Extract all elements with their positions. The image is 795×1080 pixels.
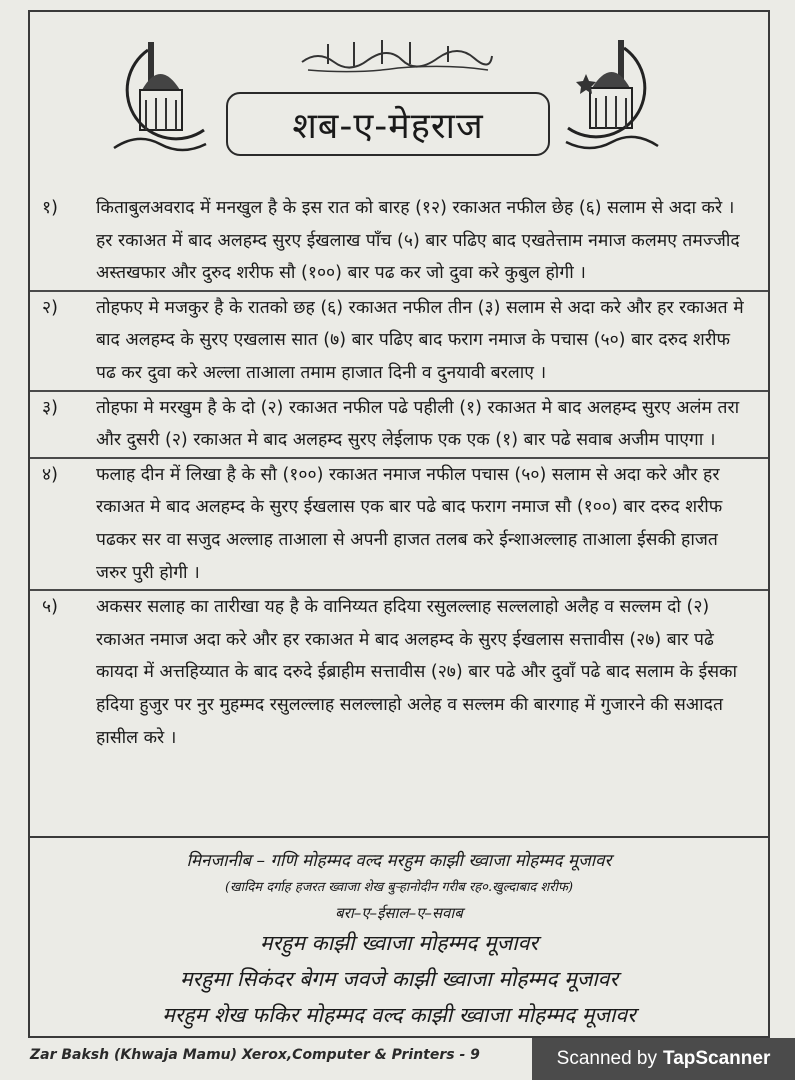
footer-divider (30, 836, 768, 838)
items-list (30, 192, 768, 754)
mosque-crescent-icon-right (560, 34, 664, 158)
printer-credit: Zar Baksh (Khwaja Mamu) Xerox,Computer & Printers - 9 (30, 1047, 480, 1063)
list-item (30, 589, 768, 754)
list-item (30, 192, 768, 290)
mosque-crescent-icon-left (108, 36, 212, 160)
footer-subtitle: (खादिम दर्गाह हजरत ख्वाजा शेख बुऱ्हानोदीन गरीब रह०.खुल्दाबाद शरीफ) (224, 880, 574, 895)
item-text: किताबुलअवराद में मनखुल है के इस रात को बारह (१२) रकाअत नफील छेह (६) सलाम से अदा करे । हर रकाअत में बाद अलहम्द सुरए ईखलाख पाँच (५) बार पढिए बाद एखतेत्ताम नमाज कलमए तमज्जीद अस्तखफार और दुरुद शरीफ सौ (१००) बार पढ कर जो दुवा करे कुबुल होगी । (96, 198, 740, 284)
footer (30, 842, 768, 1029)
item-text: तोहफए मे मजकुर है के रातको छह (६) रकाअत नफील तीन (३) सलाम से अदा करे और हर रकाअत मे बाद अलहम्द के सुरए एखलास सात (७) बार पढिए बाद फराग नमाज के पचास (५०) बार दरुद शरीफ पढ कर दुवा करे अल्ला ताआला तमाम हाजात दिनी व दुनयावी बरलाए । (96, 297, 744, 383)
footer-dedication-heading: बरा–ए–ईसाल–ए–सवाब (335, 904, 463, 922)
page-title: शब-ए-मेहराज (226, 92, 550, 156)
scanner-watermark (532, 1038, 795, 1080)
item-number: ४) (42, 464, 58, 485)
watermark-brand: TapScanner (663, 1048, 771, 1069)
item-text: अकसर सलाह का तारीखा यह है के वानिय्यत हदिया रसुलल्लाह सल्ललाहो अलैह व सल्लम दो (२) रकाअत नमाज अदा करे और हर रकाअत मे बाद अलहम्द के सुरए ईखलास सत्तावीस (२७) बार पढे कायदा में अत्तहिय्यात के बाद दरुदे ईब्राहीम सत्तावीस (२७) बार पढे और दुवाँ पढे बाद सलाम के ईसका हदिया हुजुर पर नुर मुहम्मद रसुलल्लाह सलल्लाहो अलेह व सल्लम की बारगाह में गुजारने की सआदत हासील करे । (96, 597, 738, 748)
item-number: २) (42, 297, 58, 318)
item-text: फलाह दीन में लिखा है के सौ (१००) रकाअत नमाज नफील पचास (५०) सलाम से अदा करे और हर रकाअत मे बाद अलहम्द के सुरए ईखलास एक बार पढे बाद फराग नमाज सौ (१००) बार दरुद शरीफ पढकर सर वा सजुद अल्लाह ताआला से अपनी हाजत तलब करे ईन्शाअल्लाह ताआला ईसकी हाजत जरुर पुरी होगी । (96, 464, 723, 583)
bismillah-calligraphy (298, 36, 494, 76)
list-item (30, 457, 768, 589)
footer-dedication-name: मरहुम शेख फकिर मोहम्मद वल्द काझी ख्वाजा मोहम्मद मूजावर (162, 1003, 636, 1027)
watermark-prefix: Scanned by (556, 1048, 657, 1069)
item-number: ५) (42, 597, 58, 618)
footer-sender: मिनजानीब – गणि मोहम्मद वल्द मरहुम काझी ख्वाजा मोहम्मद मूजावर (186, 851, 612, 871)
list-item (30, 390, 768, 457)
footer-dedication-name: मरहुमा सिकंदर बेगम जवजे काझी ख्वाजा मोहम्मद मूजावर (179, 967, 619, 991)
item-text: तोहफा मे मरखुम है के दो (२) रकाअत नफील पढे पहीली (१) रकाअत मे बाद अलहम्द सुरए अलंम तरा और दुसरी (२) रकाअत मे बाद अलहम्द सुरए लेईलाफ एक एक (१) बार पढे सवाब अजीम पाएगा । (96, 397, 740, 451)
item-number: ३) (42, 397, 58, 418)
item-number: १) (42, 198, 58, 218)
list-item (30, 290, 768, 390)
footer-dedication-name: मरहुम काझी ख्वाजा मोहम्मद मूजावर (260, 931, 538, 955)
